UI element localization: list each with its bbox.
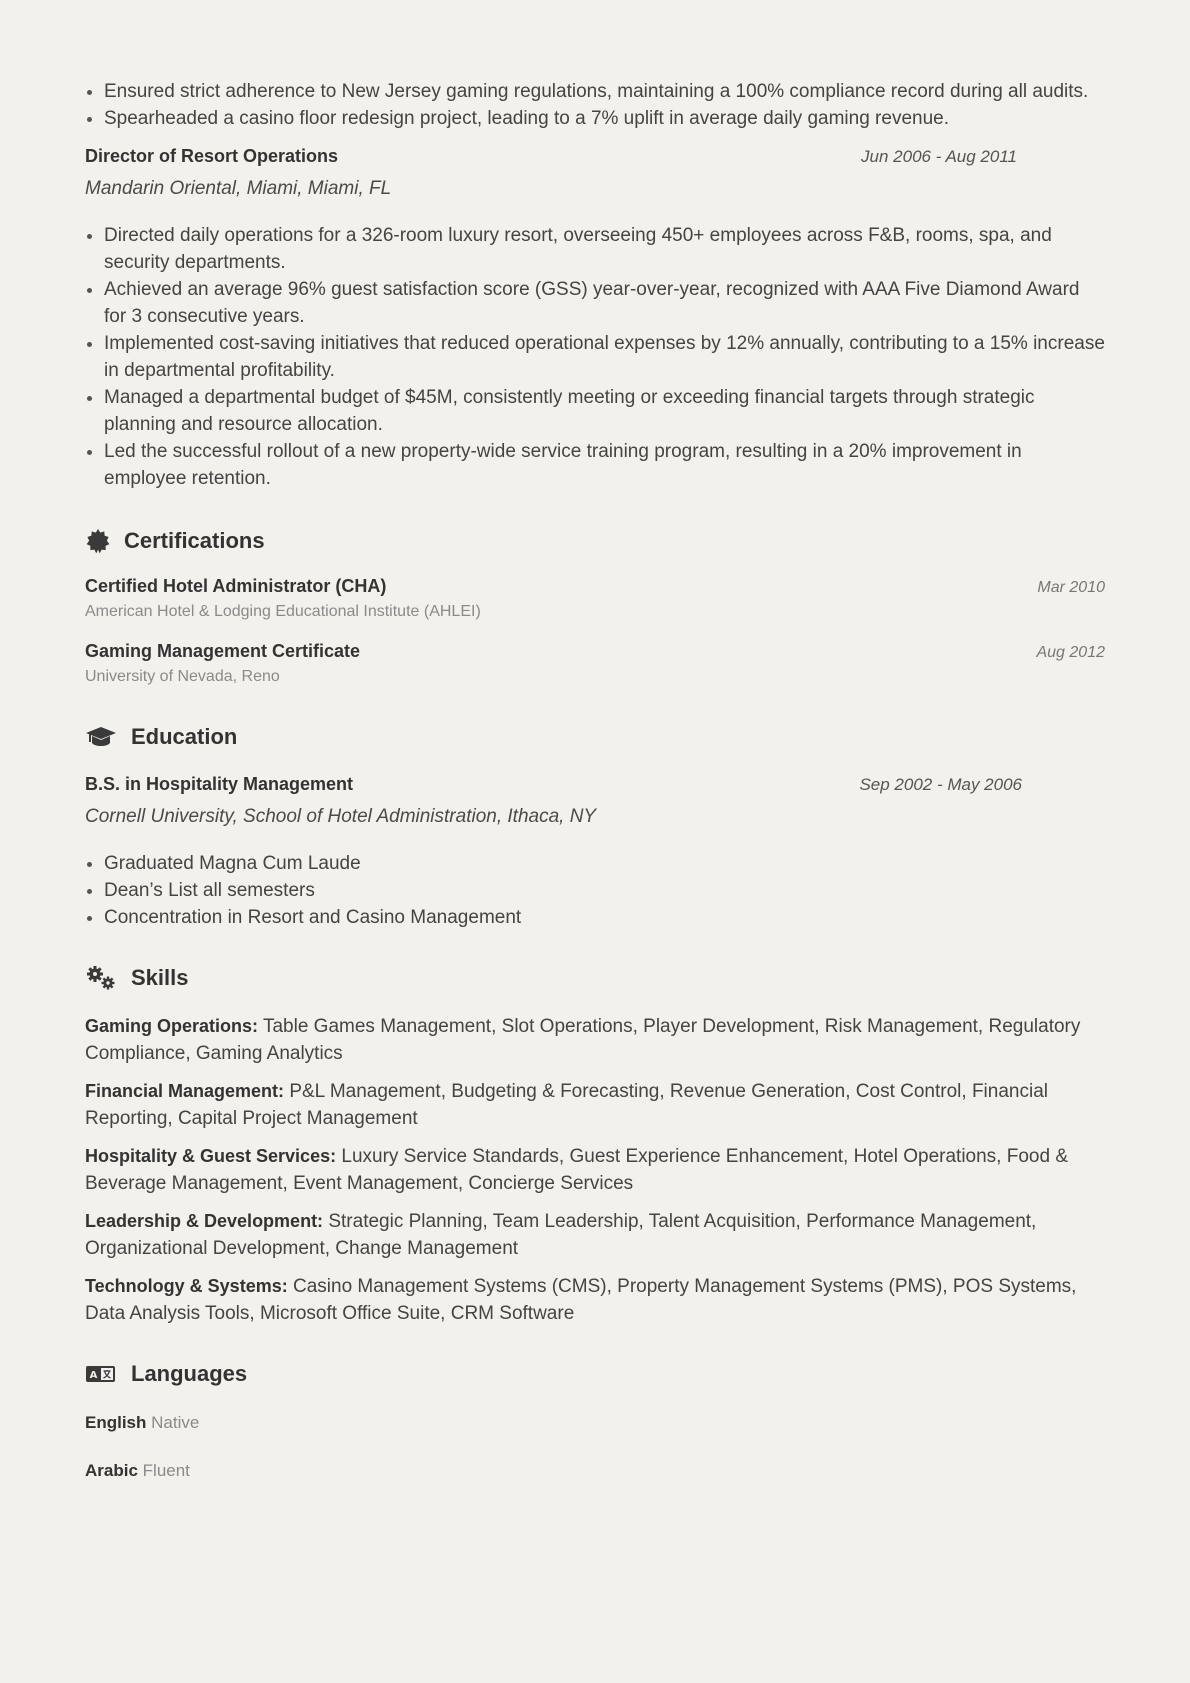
language-item <box>85 1461 1105 1481</box>
graduation-cap-icon <box>85 724 117 750</box>
language-name: English <box>85 1413 147 1432</box>
certifications-section <box>85 528 1105 686</box>
job-header <box>85 146 1017 167</box>
degree-title: B.S. in Hospitality Management <box>85 774 354 794</box>
language-name: Arabic <box>85 1461 138 1480</box>
education-dates: Sep 2002 - May 2006 <box>859 775 1022 794</box>
skill-group <box>85 1273 1105 1327</box>
skill-text: P&L Management, Budgeting & Forecasting, Revenue Generation, Cost Control, Financial Reporting, Capital Project Management <box>85 1081 1048 1129</box>
skill-label: Technology & Systems: <box>85 1276 288 1296</box>
section-title: Languages <box>131 1361 248 1386</box>
section-heading <box>85 1361 1105 1387</box>
section-heading <box>85 528 1105 554</box>
certification-name: Certified Hotel Administrator (CHA) <box>85 576 387 596</box>
skill-text: Table Games Management, Slot Operations, Player Development, Risk Management, Regulatory Compliance, Gaming Analytics <box>85 1016 1081 1064</box>
list-item: Managed a departmental budget of $45M, consistently meeting or exceeding financial targets through strategic planning and resource allocation. <box>85 384 1105 438</box>
language-level: Native <box>151 1413 200 1432</box>
job-dates: Jun 2006 - Aug 2011 <box>861 147 1017 166</box>
certification-item <box>85 641 1105 686</box>
education-entry <box>85 774 1105 931</box>
list-item: Ensured strict adherence to New Jersey gaming regulations, maintaining a 100% compliance record during all audits. <box>85 78 1105 105</box>
certification-date: Mar 2010 <box>1037 579 1105 596</box>
section-title: Skills <box>131 965 189 990</box>
skill-group <box>85 1208 1105 1262</box>
skill-label: Financial Management: <box>85 1081 285 1101</box>
gears-icon <box>85 965 117 991</box>
skill-group <box>85 1013 1105 1067</box>
skill-label: Hospitality & Guest Services: <box>85 1146 337 1166</box>
job-organization: Mandarin Oriental, Miami, Miami, FL <box>85 178 392 199</box>
education-section <box>85 724 1105 931</box>
certificate-badge-icon <box>85 528 113 554</box>
list-item: Concentration in Resort and Casino Management <box>85 904 1105 931</box>
list-item: Spearheaded a casino floor redesign project, leading to a 7% uplift in average daily gaming revenue. <box>85 105 1105 132</box>
languages-section <box>85 1361 1105 1481</box>
section-heading <box>85 724 1105 750</box>
school-name: Cornell University, School of Hotel Administration, Ithaca, NY <box>85 806 597 827</box>
certification-date: Aug 2012 <box>1036 644 1105 661</box>
list-item: Achieved an average 96% guest satisfaction score (GSS) year-over-year, recognized with AAA Five Diamond Award for 3 consecutive years. <box>85 276 1105 330</box>
resume-page <box>85 78 1105 1481</box>
skill-group <box>85 1078 1105 1132</box>
skill-text: Casino Management Systems (CMS), Property Management Systems (PMS), POS Systems, Data Analysis Tools, Microsoft Office Suite, CRM Software <box>85 1276 1077 1324</box>
list-item: Graduated Magna Cum Laude <box>85 850 1105 877</box>
education-header <box>85 774 1022 795</box>
language-level: Fluent <box>142 1461 190 1480</box>
skills-list <box>85 1013 1105 1327</box>
certification-issuer: University of Nevada, Reno <box>85 668 280 685</box>
job-title: Director of Resort Operations <box>85 146 339 166</box>
skill-text: Luxury Service Standards, Guest Experience Enhancement, Hotel Operations, Food & Beverage Management, Event Management, Concierge Services <box>85 1146 1068 1194</box>
job-bullets <box>85 222 1105 492</box>
previous-job-bullets <box>85 78 1105 132</box>
list-item: Led the successful rollout of a new property-wide service training program, resulting in a 20% improvement in employee retention. <box>85 438 1105 492</box>
list-item: Implemented cost-saving initiatives that reduced operational expenses by 12% annually, contributing to a 15% increase in departmental profitability. <box>85 330 1105 384</box>
job-entry <box>85 146 1105 492</box>
section-title: Certifications <box>124 528 265 553</box>
language-item <box>85 1413 1105 1433</box>
list-item: Dean’s List all semesters <box>85 877 1105 904</box>
certification-issuer: American Hotel & Lodging Educational Institute (AHLEI) <box>85 603 481 620</box>
language-icon <box>85 1361 117 1387</box>
certification-name: Gaming Management Certificate <box>85 641 361 661</box>
skills-section <box>85 965 1105 1327</box>
section-title: Education <box>131 724 238 749</box>
list-item: Directed daily operations for a 326-room luxury resort, overseeing 450+ employees across F&B, rooms, spa, and security departments. <box>85 222 1105 276</box>
svg-text:A: A <box>89 1370 98 1381</box>
skill-label: Leadership & Development: <box>85 1211 324 1231</box>
skill-label: Gaming Operations: <box>85 1016 259 1036</box>
education-bullets <box>85 850 1105 931</box>
skill-text: Strategic Planning, Team Leadership, Talent Acquisition, Performance Management, Organizational Development, Change Management <box>85 1211 1037 1259</box>
section-heading <box>85 965 1105 991</box>
certification-item <box>85 576 1105 621</box>
skill-group <box>85 1143 1105 1197</box>
